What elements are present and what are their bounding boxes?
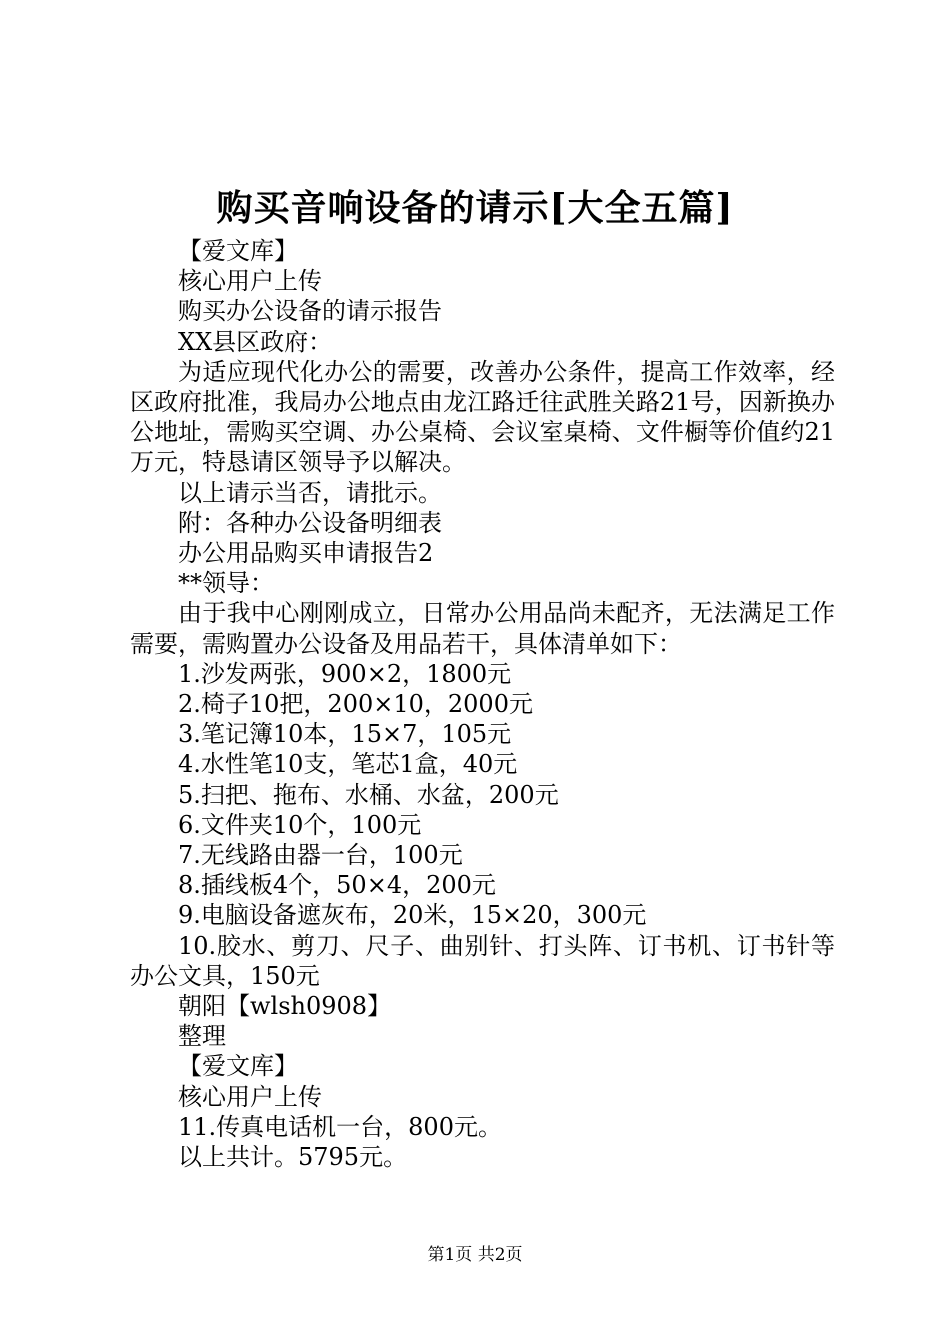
list-item: 5.扫把、拖布、水桶、水盆，200元 (178, 780, 559, 809)
paragraph-source-tag: 【爱文库】 (178, 237, 298, 265)
list-item: 10.胶水、剪刀、尺子、曲别针、打头阵、订书机、订书针等办公文具，150元 (130, 931, 835, 990)
list-item: 8.插线板4个，50×4，200元 (178, 871, 496, 900)
paragraph-attachment: 附：各种办公设备明细表 (178, 508, 442, 537)
page-number-footer: 第1页 共2页 (427, 1245, 523, 1265)
paragraph-request-body: 为适应现代化办公的需要，改善办公条件，提高工作效率，经区政府批准，我局办公地点由龙江路迁往武胜关路21号，因新换办公地址，需购买空调、办公桌椅、会议室桌椅、文件橱等价值约21万元，特恳请区领导予以解决。 (130, 357, 835, 477)
paragraph-report-title: 办公用品购买申请报告2 (178, 539, 434, 568)
paragraph-organized: 整理 (178, 1022, 226, 1051)
paragraph-closing: 以上请示当否，请批示。 (178, 478, 442, 507)
list-item: 7.无线路由器一台，100元 (178, 841, 463, 870)
document-body (130, 236, 835, 1172)
list-item: 3.笔记簿10本，15×7，105元 (178, 720, 512, 749)
paragraph-upload-note: 核心用户上传 (178, 1082, 322, 1111)
paragraph-total: 以上共计。5795元。 (178, 1143, 408, 1172)
paragraph-upload-note: 核心用户上传 (178, 267, 322, 296)
paragraph-intro: 由于我中心刚刚成立，日常办公用品尚未配齐，无法满足工作需要，需购置办公设备及用品若干，具体清单如下： (130, 599, 835, 658)
list-item: 11.传真电话机一台，800元。 (178, 1112, 502, 1141)
list-item: 6.文件夹10个，100元 (178, 810, 422, 839)
paragraph-addressee: XX县区政府： (178, 327, 333, 356)
paragraph-salutation: **领导： (178, 569, 274, 598)
paragraph-subtitle: 购买办公设备的请示报告 (178, 297, 442, 326)
list-item: 9.电脑设备遮灰布，20米，15×20，300元 (178, 901, 647, 930)
list-item: 1.沙发两张，900×2，1800元 (178, 659, 512, 688)
document-title: 购买音响设备的请示[大全五篇] (216, 187, 734, 229)
list-item: 2.椅子10把，200×10，2000元 (178, 690, 533, 719)
paragraph-source-tag: 【爱文库】 (178, 1052, 298, 1081)
paragraph-author: 朝阳【wlsh0908】 (178, 992, 392, 1021)
list-item: 4.水性笔10支，笔芯1盒，40元 (178, 750, 518, 779)
